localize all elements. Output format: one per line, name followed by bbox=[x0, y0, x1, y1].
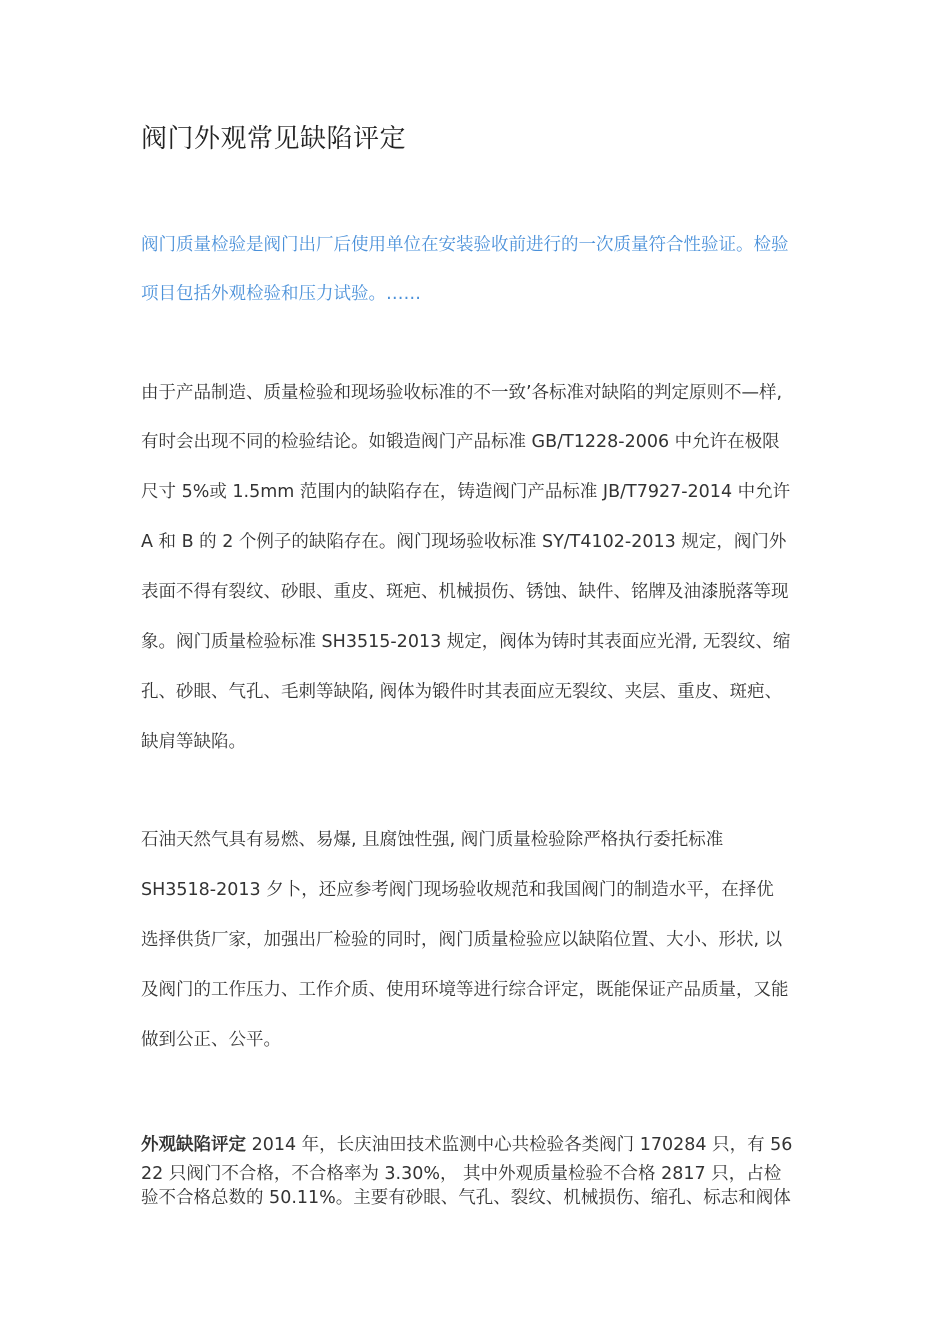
paragraph-line: 验不合格总数的 50.11%。主要有砂眼、气孔、裂纹、机械损伤、缩孔、标志和阀体 bbox=[141, 1188, 791, 1208]
page-title: 阀门外观常见缺陷评定 bbox=[141, 124, 407, 154]
paragraph-line: 有时会出现不同的检验结论。如锻造阀门产品标准 GB/T1228-2006 中允许在极限 bbox=[141, 432, 780, 452]
paragraph-line: 做到公正、公平。 bbox=[141, 1030, 281, 1050]
paragraph-line: 表面不得有裂纹、砂眼、重皮、斑疤、机械损伤、锈蚀、缺件、铭牌及油漆脱落等现 bbox=[141, 582, 789, 602]
paragraph-line: 石油天然气具有易燃、易爆, 且腐蚀性强, 阀门质量检验除严格执行委托标准 bbox=[141, 830, 724, 850]
paragraph-line: 象。阀门质量检验标准 SH3515-2013 规定，阀体为铸时其表面应光滑, 无裂纹、缩 bbox=[141, 632, 791, 652]
paragraph-line: 由于产品制造、质量检验和现场验收标准的不一致’各标准对缺陷的判定原则不—样, bbox=[141, 383, 783, 403]
paragraph-line: 22 只阀门不合格，不合格率为 3.30%， 其中外观质量检验不合格 2817 只，占检 bbox=[141, 1164, 782, 1184]
summary-line: 阀门质量检验是阀门出厂后使用单位在安装验收前进行的一次质量符合性验证。检验 bbox=[141, 235, 789, 255]
paragraph-line: A 和 B 的 2 个例子的缺陷存在。阀门现场验收标准 SY/T4102-2013 规定，阀门外 bbox=[141, 532, 787, 552]
paragraph-line: 及阀门的工作压力、工作介质、使用环境等进行综合评定，既能保证产品质量，又能 bbox=[141, 980, 789, 1000]
paragraph-line bbox=[141, 1133, 792, 1157]
paragraph-line: 尺寸 5%或 1.5mm 范围内的缺陷存在，铸造阀门产品标准 JB/T7927-2014 中允许 bbox=[141, 482, 791, 502]
section-lead: 外观缺陷评定 bbox=[141, 1135, 246, 1155]
paragraph-text: 2014 年，长庆油田技术监测中心共检验各类阀门 170284 只，有 56 bbox=[246, 1135, 793, 1155]
summary-line: 项目包括外观检验和压力试验。…… bbox=[141, 284, 421, 304]
paragraph-line: SH3518-2013 夕卜，还应参考阀门现场验收规范和我国阀门的制造水平，在择优 bbox=[141, 880, 774, 900]
paragraph-line: 缺肩等缺陷。 bbox=[141, 732, 246, 752]
paragraph-line: 孔、砂眼、气孔、毛刺等缺陷, 阀体为锻件时其表面应无裂纹、夹层、重皮、斑疤、 bbox=[141, 682, 783, 702]
paragraph-line: 选择供货厂家，加强出厂检验的同时，阀门质量检验应以缺陷位置、大小、形状, 以 bbox=[141, 930, 783, 950]
